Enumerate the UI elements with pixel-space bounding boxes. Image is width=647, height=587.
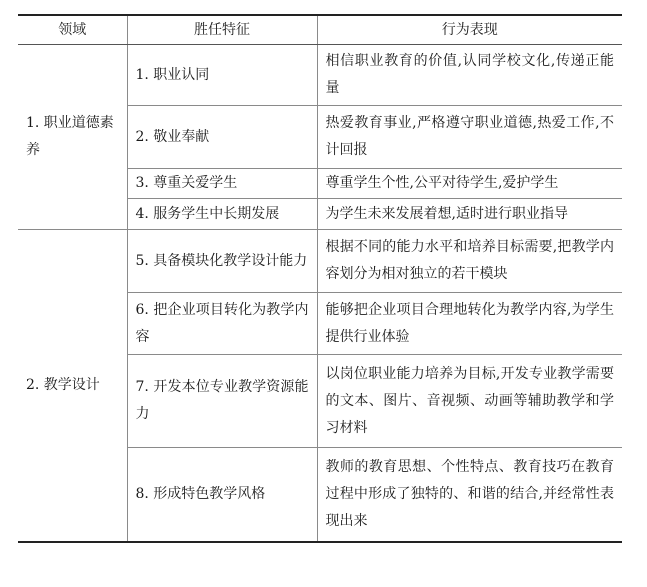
- behavior-cell: 能够把企业项目合理地转化为教学内容,为学生提供行业体验: [317, 293, 622, 355]
- competency-cell: 3. 尊重关爱学生: [127, 169, 317, 199]
- header-domain: 领域: [18, 15, 127, 45]
- behavior-cell: 热爱教育事业,严格遵守职业道德,热爱工作,不计回报: [317, 106, 622, 169]
- behavior-cell: 教师的教育思想、个性特点、教育技巧在教育过程中形成了独特的、和谐的结合,并经常性表现出来: [317, 448, 622, 542]
- table-row: [18, 230, 622, 293]
- competency-cell: 2. 敬业奉献: [127, 106, 317, 169]
- competency-cell: 5. 具备模块化教学设计能力: [127, 230, 317, 293]
- header-competency: 胜任特征: [127, 15, 317, 45]
- competency-cell: 1. 职业认同: [127, 45, 317, 106]
- header-row: [18, 15, 622, 45]
- behavior-cell: 尊重学生个性,公平对待学生,爱护学生: [317, 169, 622, 199]
- table-row: [18, 45, 622, 106]
- competency-cell: 4. 服务学生中长期发展: [127, 199, 317, 230]
- behavior-cell: 相信职业教育的价值,认同学校文化,传递正能量: [317, 45, 622, 106]
- header-behavior: 行为表现: [317, 15, 622, 45]
- domain-cell: 2. 教学设计: [18, 230, 127, 542]
- domain-cell: 1. 职业道德素养: [18, 45, 127, 230]
- competency-cell: 7. 开发本位专业教学资源能力: [127, 355, 317, 448]
- behavior-cell: 根据不同的能力水平和培养目标需要,把教学内容划分为相对独立的若干模块: [317, 230, 622, 293]
- competency-table: [18, 14, 622, 543]
- behavior-cell: 为学生未来发展着想,适时进行职业指导: [317, 199, 622, 230]
- behavior-cell: 以岗位职业能力培养为目标,开发专业教学需要的文本、图片、音视频、动画等辅助教学和学习材料: [317, 355, 622, 448]
- competency-cell: 6. 把企业项目转化为教学内容: [127, 293, 317, 355]
- competency-cell: 8. 形成特色教学风格: [127, 448, 317, 542]
